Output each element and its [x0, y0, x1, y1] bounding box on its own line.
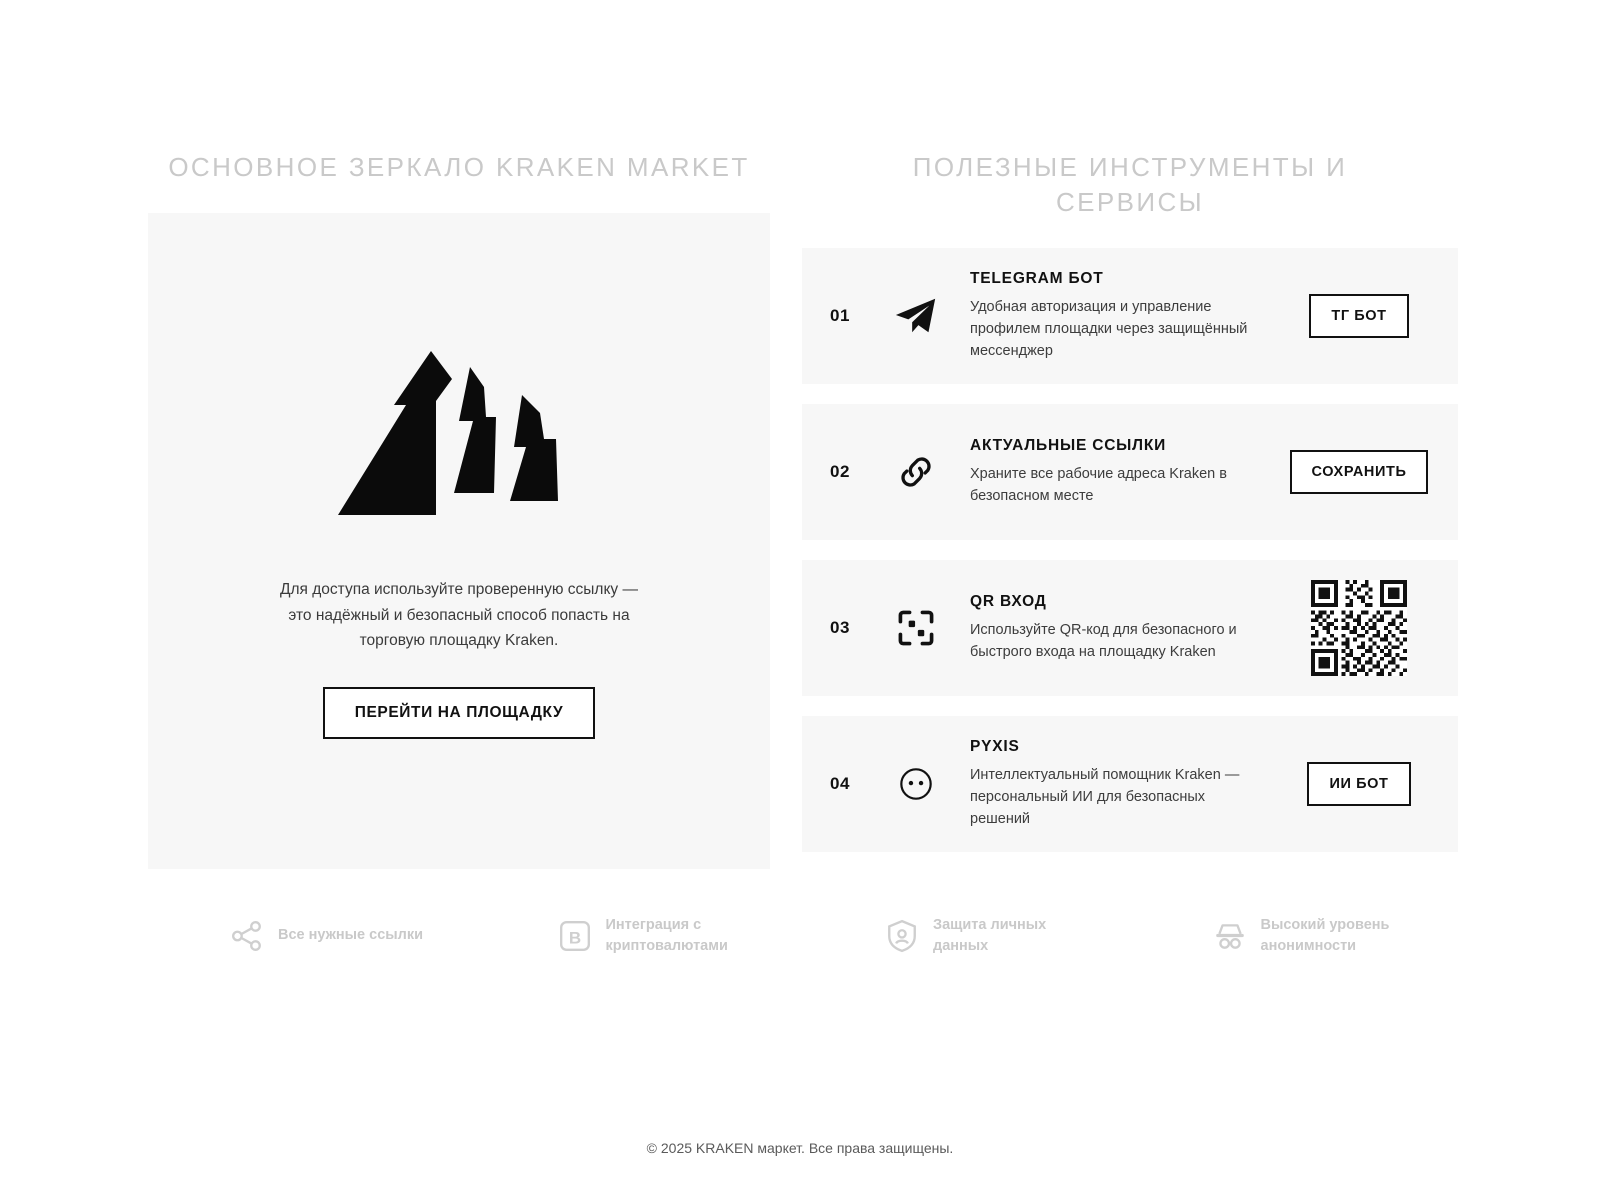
tool-card-action [1284, 450, 1434, 494]
feature-all-links [148, 915, 476, 956]
footer-copyright: © 2025 KRAKEN маркет. Все права защищены. [646, 1140, 954, 1156]
telegram-bot-button[interactable]: ТГ БОТ [1309, 294, 1408, 338]
kraken-logo-icon [334, 343, 584, 543]
feature-label: Интеграция с криптовалютами [605, 917, 728, 954]
feature-label: Все нужные ссылки [278, 927, 424, 944]
shield-user-icon [885, 919, 919, 953]
tool-card-text [948, 437, 1284, 508]
tool-card-qr-login[interactable] [802, 560, 1458, 696]
tool-card-text [948, 593, 1284, 664]
tool-card-description: Интеллектуальный помощник Kraken — персональный ИИ для безопасных решений [970, 767, 1240, 827]
tool-card-title: АКТУАЛЬНЫЕ ССЫЛКИ [970, 436, 1167, 454]
link-icon [884, 450, 948, 494]
tool-card-title: QR ВХОД [970, 592, 1047, 610]
tool-card-description: Удобная авторизация и управление профилем площадки через защищённый мессенджер [970, 299, 1248, 359]
tool-card-action [1284, 580, 1434, 676]
feature-label: Защита личных данных [933, 917, 1047, 954]
mirror-column-title: ОСНОВНОЕ ЗЕРКАЛО KRAKEN MARKET [168, 152, 750, 182]
bitcoin-icon [558, 919, 592, 953]
mirror-column [148, 150, 770, 872]
tool-card-text [948, 270, 1284, 362]
tool-card-telegram-bot[interactable] [802, 248, 1458, 384]
qr-scan-icon [884, 606, 948, 650]
incognito-icon [1213, 919, 1247, 953]
tool-card-number: 02 [830, 462, 850, 482]
tool-card-number: 01 [830, 306, 850, 326]
ai-bot-button[interactable]: ИИ БОТ [1307, 762, 1410, 806]
telegram-icon [884, 293, 948, 339]
tool-card-pyxis[interactable] [802, 716, 1458, 852]
tool-card-number: 03 [830, 618, 850, 638]
tool-card-action [1284, 294, 1434, 338]
feature-data-protection [803, 915, 1131, 956]
mirror-description: Для доступа используйте проверенную ссылку — это надёжный и безопасный способ попасть на торговую площадку Kraken. [280, 581, 638, 649]
tool-card-actual-links[interactable] [802, 404, 1458, 540]
feature-anonymity [1131, 915, 1459, 956]
tool-card-number: 04 [830, 774, 850, 794]
tool-card-title: TELEGRAM БОТ [970, 270, 1104, 288]
tool-card-description: Используйте QR-код для безопасного и быстрого входа на площадку Kraken [970, 621, 1237, 660]
pyxis-face-icon [884, 762, 948, 806]
tool-card-title: PYXIS [970, 738, 1020, 756]
features-row [148, 915, 1458, 956]
tool-card-text [948, 738, 1284, 830]
save-links-button[interactable]: СОХРАНИТЬ [1290, 450, 1429, 494]
feature-label: Высокий уровень анонимности [1260, 917, 1390, 954]
main-columns [148, 150, 1458, 872]
share-nodes-icon [230, 919, 264, 953]
tools-column-title: ПОЛЕЗНЫЕ ИНСТРУМЕНТЫ И СЕРВИСЫ [912, 152, 1348, 218]
feature-crypto-integration [476, 915, 804, 956]
qr-code-image[interactable] [1311, 580, 1407, 676]
tool-card-description: Храните все рабочие адреса Kraken в безопасном месте [970, 465, 1227, 504]
mirror-panel [148, 213, 770, 869]
svg-text:B: B [568, 928, 581, 948]
tool-card-action [1284, 762, 1434, 806]
tools-column [802, 150, 1458, 872]
go-to-platform-button[interactable]: ПЕРЕЙТИ НА ПЛОЩАДКУ [323, 687, 595, 739]
